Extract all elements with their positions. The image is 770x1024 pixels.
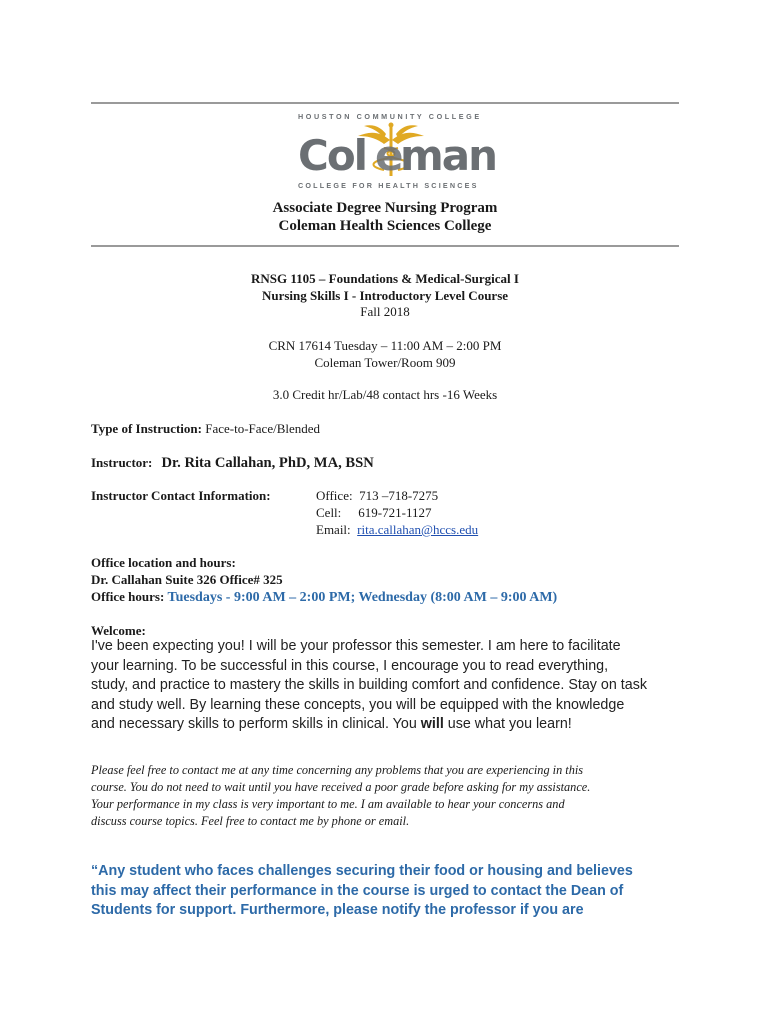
svg-text:man: man [400, 131, 497, 180]
logo-top-text: HOUSTON COMMUNITY COLLEGE [298, 112, 482, 121]
course-subtitle: Nursing Skills I - Introductory Level Course [261, 287, 509, 303]
coleman-wordmark-logo [298, 120, 497, 182]
course-info [91, 271, 679, 321]
course-title: RNSG 1105 – Foundations & Medical-Surgical I [251, 271, 519, 286]
contact-note: Please feel free to contact me at any time concerning any problems that you are experiencing in this course. You do not need to wait until you have received a poor grade before asking for my assistance. Your performance in my class is very important to me. I am available to hear your concerns and discuss course topics. Feel free to contact me by phone or email. [91, 763, 591, 828]
office-location: Dr. Callahan Suite 326 Office# 325 [91, 572, 283, 587]
cell-phone-label: Cell: [316, 505, 342, 520]
college-name: Coleman Health Sciences College [278, 218, 492, 234]
college-logo [298, 112, 497, 192]
course-term: Fall 2018 [360, 304, 410, 319]
course-room: Coleman Tower/Room 909 [314, 354, 456, 370]
program-title [91, 199, 679, 235]
office-hours-label: Office hours: [91, 589, 165, 604]
office-phone-label: Office: [316, 488, 353, 503]
student-support-quote: “Any student who faces challenges securing their food or housing and believes this may affect their performance in the course is urged to contact the Dean of Students for support. Furthermore, please notify the professor if you are [91, 863, 633, 918]
logo-bottom-text: COLLEGE FOR HEALTH SCIENCES [298, 181, 479, 190]
office-hours-value: Tuesdays - 9:00 AM – 2:00 PM; Wednesday (8:00 AM – 9:00 AM) [167, 590, 558, 605]
svg-text:e: e [375, 131, 404, 180]
svg-text:Col: Col [298, 131, 367, 180]
top-divider [91, 102, 679, 104]
contact-label: Instructor Contact Information: [91, 488, 271, 503]
course-schedule [91, 338, 679, 371]
office-heading: Office location and hours: [91, 555, 236, 570]
instruction-type-label: Type of Instruction: [91, 421, 202, 436]
course-crn: CRN 17614 Tuesday – 11:00 AM – 2:00 PM [268, 338, 502, 353]
office-section [91, 554, 557, 606]
email-link[interactable]: rita.callahan@hccs.edu [357, 522, 479, 537]
instructor-label-text: Instructor: [91, 455, 153, 470]
contact-details [316, 487, 478, 538]
office-phone-value: 713 –718-7275 [359, 488, 439, 503]
email-label: Email: [316, 522, 351, 537]
instructor-name: Dr. Rita Callahan, PhD, MA, BSN [161, 455, 374, 471]
instruction-type [91, 420, 320, 437]
program-name: Associate Degree Nursing Program [272, 200, 498, 216]
welcome-heading: Welcome: [91, 623, 146, 638]
email [316, 521, 478, 538]
office-phone [316, 487, 478, 504]
instruction-type-value: Face-to-Face/Blended [205, 421, 321, 436]
welcome-paragraph: I've been expecting you! I will be your professor this semester. I am here to facilitate your learning. To be successful in this course, I encourage you to read everything, study, and practice to mastery the skills in building comfort and confidence. Stay on task and study well. By learning these concepts, you will be equipped with the knowledge and necessary skills to perform skills in clinical. You will use what you learn! [91, 638, 648, 732]
course-credit: 3.0 Credit hr/Lab/48 contact hrs -16 Weeks [272, 387, 498, 402]
header-divider [91, 245, 679, 247]
cell-phone-value: 619-721-1127 [358, 505, 432, 520]
instructor-line [91, 452, 374, 472]
office-hours [91, 588, 557, 606]
cell-phone [316, 504, 478, 521]
